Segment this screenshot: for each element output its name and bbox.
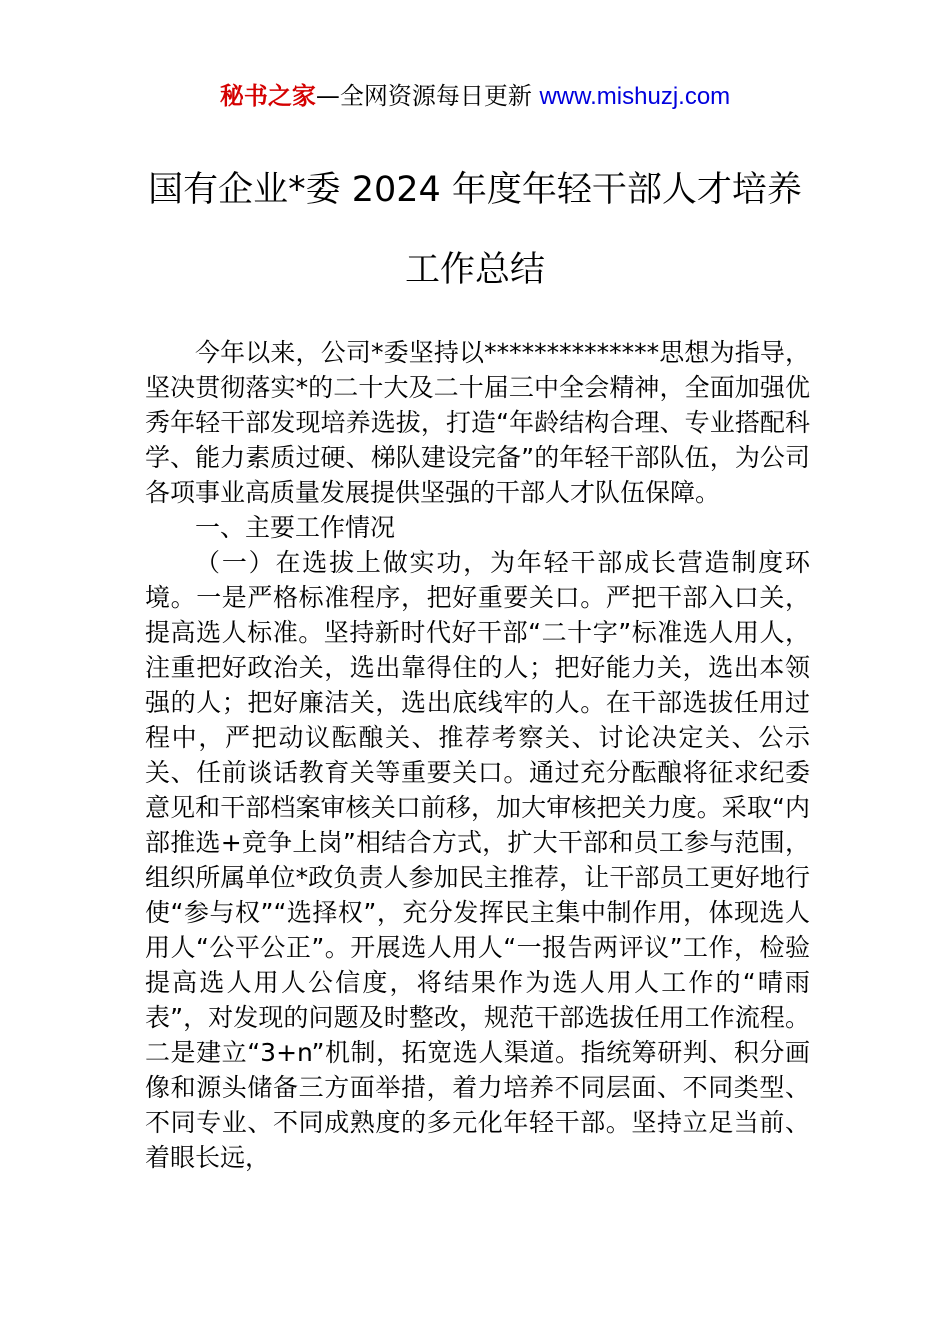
site-url[interactable]: www.mishuzj.com — [539, 83, 731, 110]
document-title — [0, 150, 950, 310]
section-heading: 一、主要工作情况 — [195, 513, 396, 542]
intro-paragraph: 今年以来，公司*委坚持以**************思想为指导，坚决贯彻落实*的二十大及二十届三中全会精神，全面加强优秀年轻干部发现培养选拔，打造“年龄结构合理、专业搭配科学、能力素质过硬、梯队建设完备”的年轻干部队伍，为公司各项事业高质量发展提供坚强的干部人才队伍保障。 — [145, 338, 810, 507]
header-tagline: —全网资源每日更新 — [315, 82, 540, 110]
body-paragraph: （一）在选拔上做实功，为年轻干部成长营造制度环境。一是严格标准程序，把好重要关口。严把干部入口关，提高选人标准。坚持新时代好干部“二十字”标准选人用人，注重把好政治关，选出靠得住的人；把好能力关，选出本领强的人；把好廉洁关，选出底线牢的人。在干部选拔任用过程中，严把动议酝酿关、推荐考察关、讨论决定关、公示关、任前谈话教育关等重要关口。通过充分酝酿将征求纪委意见和干部档案审核关口前移，加大审核把关力度。采取“内部推选+竞争上岗”相结合方式，扩大干部和员工参与范围，组织所属单位*政负责人参加民主推荐，让干部员工更好地行使“参与权”“选择权”，充分发挥民主集中制作用，体现选人用人“公平公正”。开展选人用人“一报告两评议”工作，检验提高选人用人公信度，将结果作为选人用人工作的“晴雨表”，对发现的问题及时整改，规范干部选拔任用工作流程。二是建立“3+n”机制，拓宽选人渠道。指统筹研判、积分画像和源头储备三方面举措，着力培养不同层面、不同类型、不同专业、不同成熟度的多元化年轻干部。坚持立足当前、着眼长远， — [145, 548, 810, 1172]
document-body — [145, 335, 810, 1175]
brand-name: 秘书之家 — [219, 82, 316, 110]
title-line-1: 国有企业*委 2024 年度年轻干部人才培养 — [148, 170, 802, 210]
title-line-2: 工作总结 — [404, 250, 545, 290]
site-header — [0, 78, 950, 115]
